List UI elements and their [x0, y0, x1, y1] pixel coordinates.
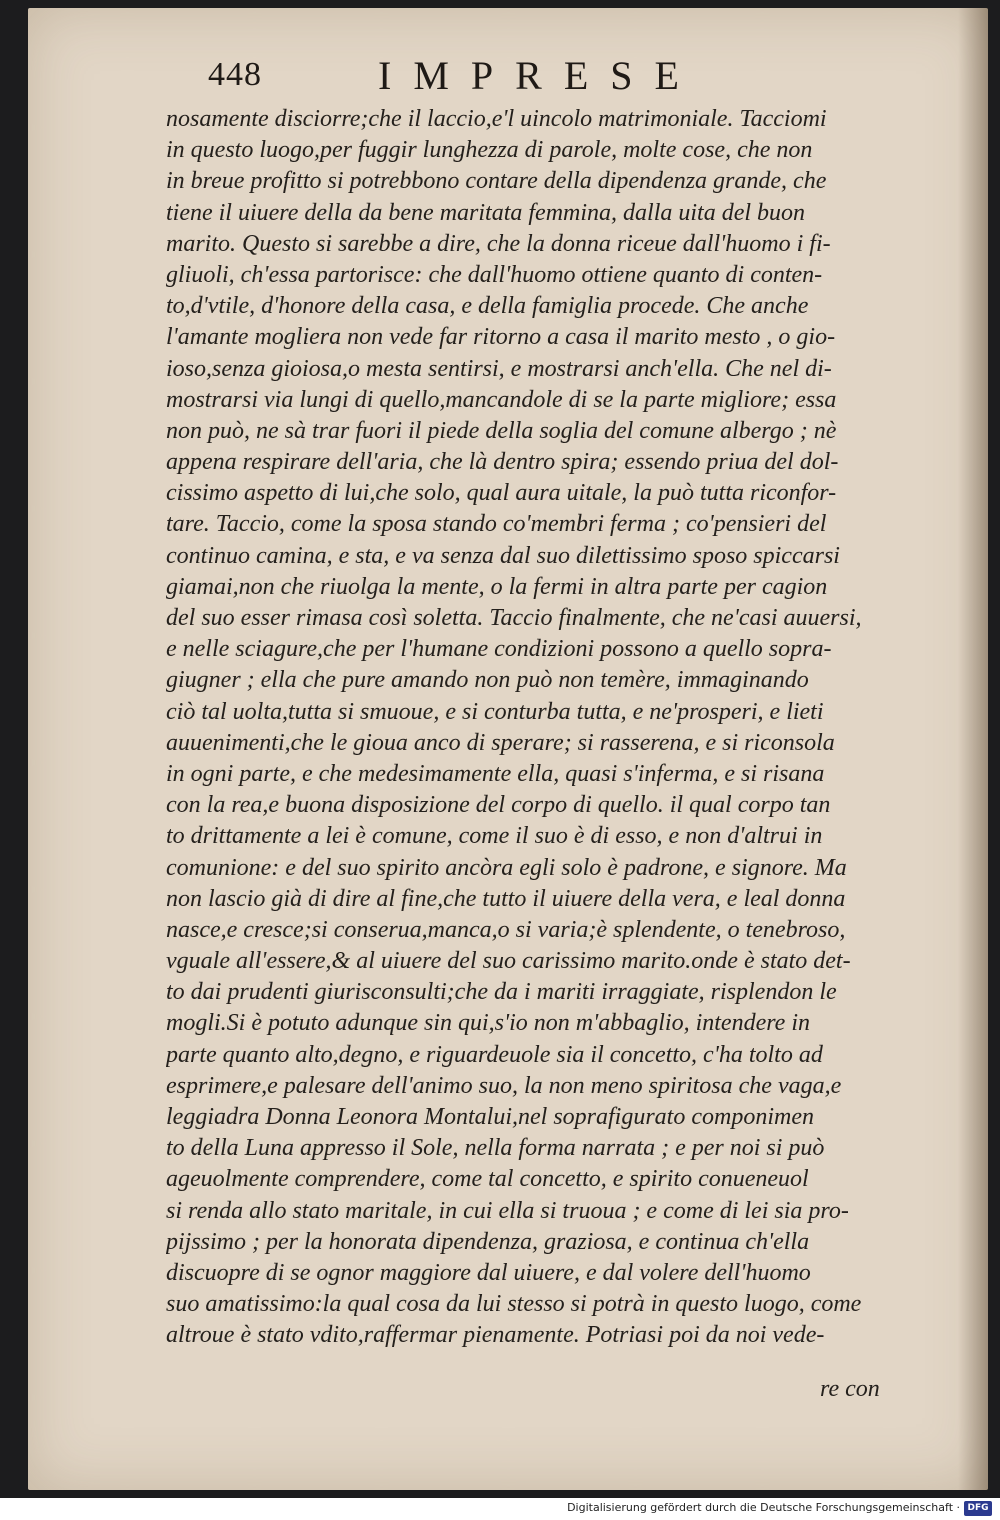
text-line: comunione: e del suo spirito ancòra egli solo è padrone, e signore. Ma	[166, 854, 847, 881]
text-line: altroue è stato vdito,raffermar pienamente. Potriasi poi da noi vede-	[166, 1322, 825, 1349]
page-spine-shadow	[958, 8, 988, 1490]
text-line: discuopre di se ognor maggiore dal uiuere, e dal volere dell'huomo	[166, 1259, 811, 1286]
text-line: ageuolmente comprendere, come tal concetto, e spirito conueneuol	[166, 1166, 809, 1193]
text-line: ciò tal uolta,tutta si smuoue, e si conturba tutta, e ne'prosperi, e lieti	[166, 698, 824, 725]
text-line: esprimere,e palesare dell'animo suo, la non meno spiritosa che vaga,e	[166, 1072, 842, 1099]
text-line: appena respirare dell'aria, che là dentro spira; essendo priua del dol-	[166, 449, 839, 476]
text-line: auuenimenti,che le gioua anco di sperare; si rasserena, e si riconsola	[166, 729, 835, 756]
body-text	[166, 104, 956, 1352]
catchword: re con	[820, 1376, 880, 1402]
text-line: vguale all'essere,& al uiuere del suo carissimo marito.onde è stato det-	[166, 948, 851, 975]
text-line: marito. Questo si sarebbe a dire, che la donna riceue dall'huomo i fi-	[166, 230, 831, 257]
text-line: suo amatissimo:la qual cosa da lui stesso si potrà in questo luogo, come	[166, 1291, 862, 1318]
text-line: tare. Taccio, come la sposa stando co'membri ferma ; co'pensieri del	[166, 511, 827, 538]
digitization-credit: Digitalisierung gefördert durch die Deutsche Forschungsgemeinschaft ·	[567, 1501, 960, 1514]
text-line: giamai,non che riuolga la mente, o la fermi in altra parte per cagion	[166, 573, 828, 600]
text-line: nosamente disciorre;che il laccio,e'l uincolo matrimoniale. Tacciomi	[166, 106, 827, 132]
text-line: pijssimo ; per la honorata dipendenza, graziosa, e continua ch'ella	[166, 1228, 810, 1255]
text-line: to drittamente a lei è comune, come il suo è di esso, e non d'altrui in	[166, 823, 823, 850]
text-line: leggiadra Donna Leonora Montalui,nel soprafigurato componimen	[166, 1104, 814, 1130]
running-title: IMPRESE	[378, 53, 701, 98]
text-line: giugner ; ella che pure amando non può non temère, immaginando	[166, 667, 809, 694]
text-line: del suo esser rimasa così soletta. Taccio finalmente, che ne'casi auuersi,	[166, 605, 862, 631]
text-line: continuo camina, e sta, e va senza dal suo dilettissimo sposo spiccarsi	[166, 542, 840, 569]
text-line: non lascio già di dire al fine,che tutto il uiuere della vera, e leal donna	[166, 885, 846, 912]
text-line: non può, ne sà trar fuori il piede della soglia del comune albergo ; nè	[166, 417, 837, 444]
page-number: 448	[208, 56, 262, 93]
text-line: to,d'vtile, d'honore della casa, e della famiglia procede. Che anche	[166, 293, 809, 320]
text-line: cissimo aspetto di lui,che solo, qual aura uitale, la può tutta riconfor-	[166, 480, 837, 507]
footer-bar	[0, 1498, 1000, 1520]
text-line: gliuoli, ch'essa partorisce: che dall'huomo ottiene quanto di conten-	[166, 261, 823, 288]
text-line: con la rea,e buona disposizione del corpo di quello. il qual corpo tan	[166, 792, 831, 819]
text-line: ioso,senza gioiosa,o mesta sentirsi, e mostrarsi anch'ella. Che nel di-	[166, 355, 832, 382]
text-line: parte quanto alto,degno, e riguardeuole sia il concetto, c'ha tolto ad	[166, 1041, 823, 1068]
page-header	[208, 52, 788, 100]
text-line: e nelle sciagure,che per l'humane condizioni possono a quello sopra-	[166, 636, 832, 663]
text-line: in ogni parte, e che medesimamente ella, quasi s'inferma, e si risana	[166, 760, 825, 787]
text-line: to della Luna appresso il Sole, nella forma narrata ; e per noi si può	[166, 1135, 825, 1162]
text-line: l'amante mogliera non vede far ritorno a casa il marito mesto , o gio-	[166, 324, 836, 351]
text-line: mogli.Si è potuto adunque sin qui,s'io non m'abbaglio, intendere in	[166, 1010, 811, 1037]
text-line: in breue profitto si potrebbono contare della dipendenza grande, che	[166, 168, 827, 195]
text-line: in questo luogo,per fuggir lunghezza di parole, molte cose, che non	[166, 137, 813, 164]
text-line: mostrarsi via lungi di quello,mancandole di se la parte migliore; essa	[166, 386, 837, 413]
text-line: nasce,e cresce;si conserua,manca,o si varia;è splendente, o tenebroso,	[166, 916, 846, 943]
text-line: to dai prudenti giurisconsulti;che da i mariti irraggiate, risplendon le	[166, 979, 837, 1006]
dfg-logo: DFG	[964, 1501, 992, 1516]
text-line: si renda allo stato maritale, in cui ella si truoua ; e come di lei sia pro-	[166, 1197, 849, 1224]
text-line: tiene il uiuere della da bene maritata femmina, dalla uita del buon	[166, 199, 806, 226]
